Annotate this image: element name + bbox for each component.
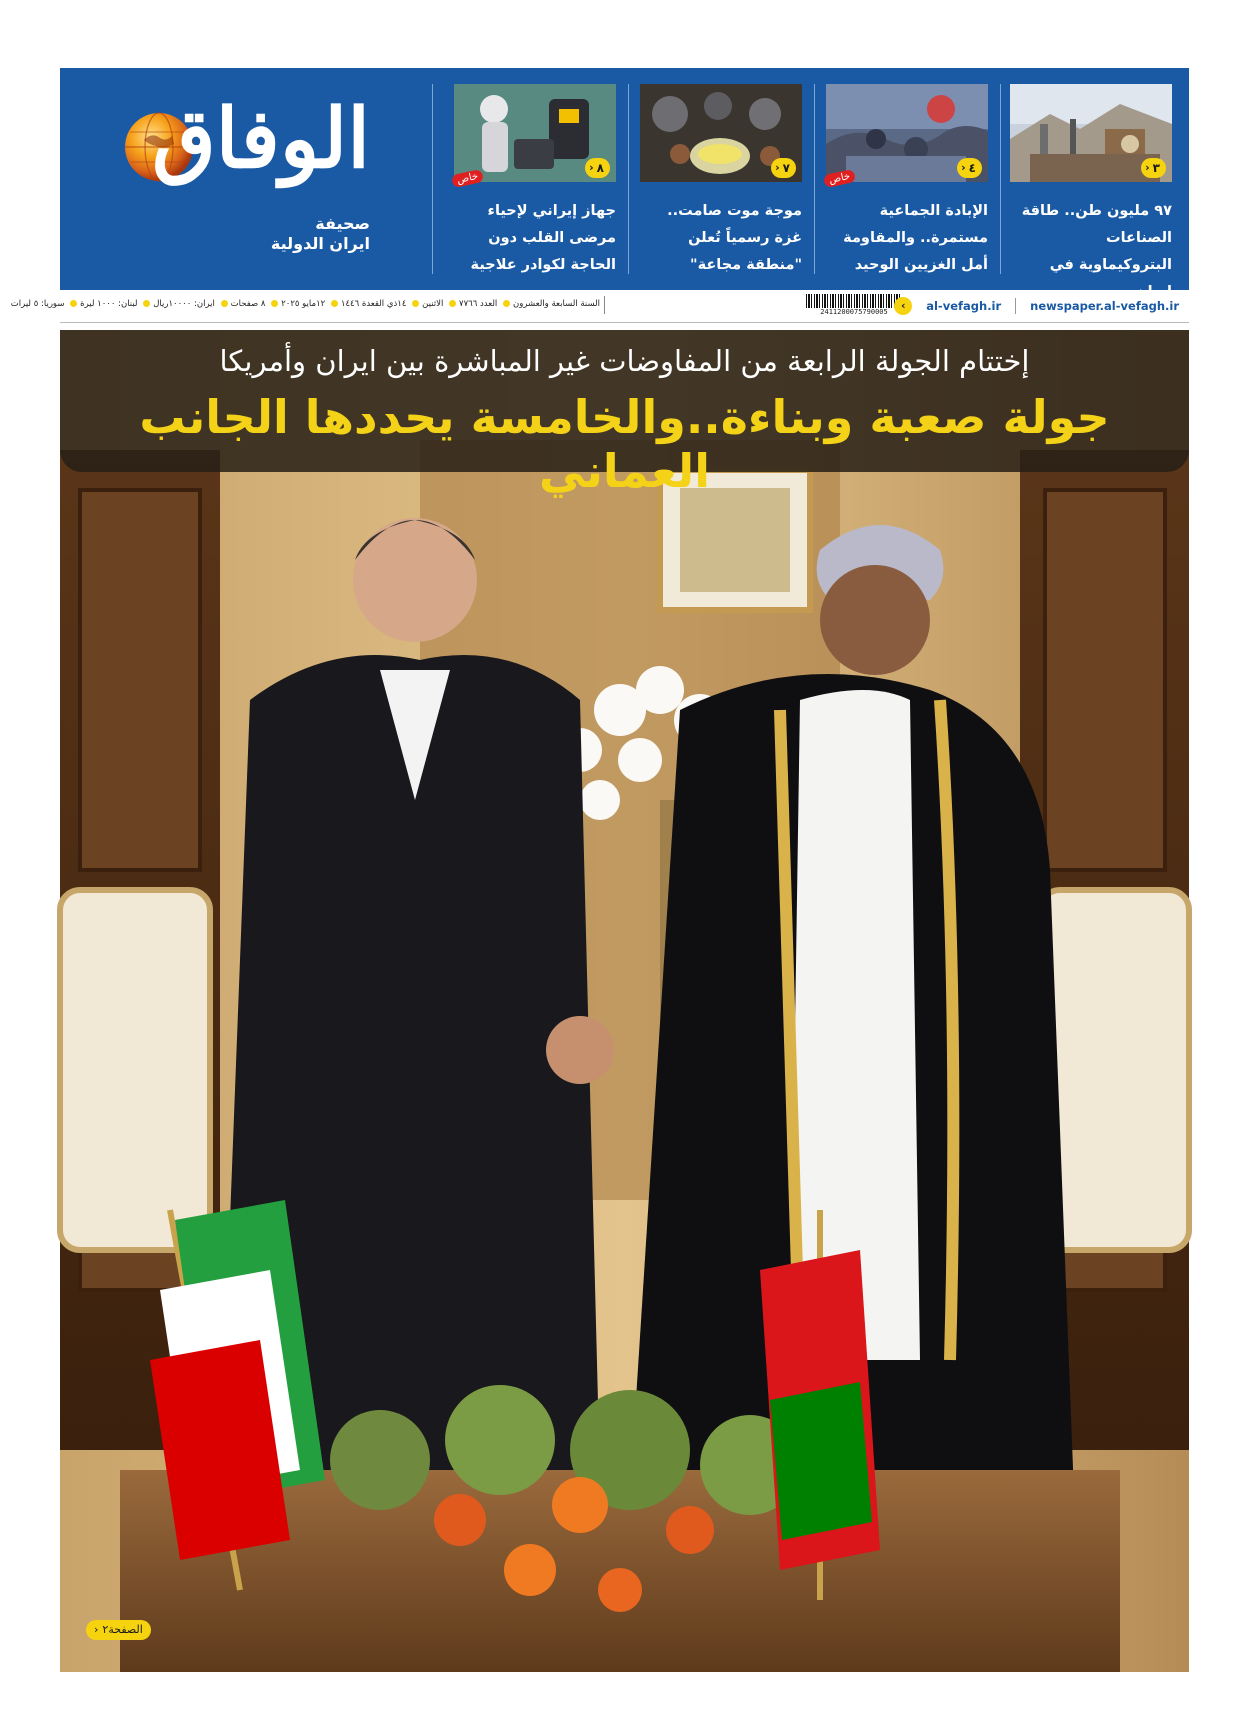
dot-separator [331, 300, 338, 307]
teaser-page-badge [585, 158, 610, 178]
issue-meta [10, 299, 600, 309]
main-headline[interactable]: جولة صعبة وبناءة..والخامسة يحددها الجانب العماني [139, 390, 1110, 498]
meta-price-syria: سوريا: ٥ ليرات [10, 299, 65, 309]
cover-photo [60, 330, 1189, 1672]
url-short-link[interactable]: al-vefagh.ir [926, 299, 1002, 313]
page-reference-label: الصفحة٢ [102, 1623, 143, 1636]
chevron-left-icon: ‹ [961, 161, 966, 174]
cover-photo-illustration [60, 330, 1189, 1672]
teaser-divider [814, 84, 815, 274]
issue-info-bar [10, 294, 1189, 318]
teaser-title: ٩٧ مليون طن.. طاقة الصناعات البتروكيماوية في إيران [1021, 203, 1172, 300]
teaser-page-badge [957, 158, 982, 178]
teaser-title: موجة موت صامت.. غزة رسمياً تُعلن "منطقة مجاعة" [667, 203, 802, 273]
exclusive-badge: خاص [451, 169, 484, 188]
dot-separator [271, 300, 278, 307]
dot-separator [70, 300, 77, 307]
meta-day: الاثنين [422, 299, 444, 309]
meta-pages: ٨ صفحات [230, 299, 266, 309]
brand-logo[interactable] [90, 80, 410, 280]
headline-banner [60, 330, 1189, 498]
url-divider [1015, 298, 1016, 314]
headline-kicker: إختتام الجولة الرابعة من المفاوضات غير المباشرة بين ايران وأمريكا [219, 344, 1030, 378]
teaser-page-8[interactable] [454, 84, 616, 274]
chevron-left-icon: ‹ [775, 161, 780, 174]
info-divider [604, 296, 605, 314]
brand-subtitle-line2: ايران الدولية [270, 234, 370, 253]
meta-hijri-date: ١٤ذي القعدة ١٤٤٦ [340, 299, 407, 309]
meta-year: السنة السابعة والعشرون [513, 299, 600, 309]
dot-separator [143, 300, 150, 307]
page-reference[interactable] [86, 1620, 151, 1640]
masthead [60, 68, 1189, 300]
dot-separator [449, 300, 456, 307]
site-links [894, 297, 1179, 315]
dot-separator [412, 300, 419, 307]
url-site-link[interactable]: newspaper.al-vefagh.ir [1030, 299, 1179, 313]
teaser-page-number: ٨ [596, 161, 604, 175]
barcode [806, 294, 902, 318]
brand-subtitle [271, 214, 370, 254]
teaser-divider [1000, 84, 1001, 274]
meta-issue: العدد ٧٧٦٦ [459, 299, 498, 309]
teaser-page-number: ٧ [782, 161, 790, 175]
barcode-bars [806, 294, 902, 308]
brand-subtitle-line1: صحيفة [315, 214, 370, 233]
teaser-page-badge [1141, 158, 1166, 178]
teaser-page-badge [771, 158, 796, 178]
exclusive-badge: خاص [823, 169, 856, 188]
dot-separator [221, 300, 228, 307]
barcode-number: 2411200075790005 [820, 308, 888, 316]
teaser-page-number: ٣ [1152, 161, 1160, 175]
teaser-page-4[interactable] [826, 84, 988, 274]
brand-name: الوفاق [152, 91, 370, 187]
teaser-title: جهاز إيراني لإحياء مرضى القلب دون الحاجة لكوادر علاجية [470, 203, 616, 273]
chevron-left-icon: ‹ [589, 161, 594, 174]
teaser-divider [432, 84, 433, 274]
meta-price-iran: ايران: ١٠٠٠٠ريال [153, 299, 215, 309]
chevron-left-icon: ‹ [1145, 161, 1150, 174]
teaser-page-3[interactable] [1010, 84, 1172, 300]
teaser-title: الإبادة الجماعية مستمرة.. والمقاومة أمل الغزيين الوحيد [843, 203, 988, 273]
teaser-page-7[interactable] [640, 84, 802, 274]
chevron-left-icon: ‹ [894, 297, 912, 315]
teaser-page-number: ٤ [968, 161, 976, 175]
teaser-divider [628, 84, 629, 274]
meta-price-lebanon: لبنان: ١٠٠٠ ليرة [80, 299, 138, 309]
masthead-rule [60, 322, 1189, 323]
dot-separator [503, 300, 510, 307]
meta-date: ١٢مايو ٢٠٢٥ [281, 299, 326, 309]
chevron-left-icon: ‹ [94, 1623, 99, 1636]
